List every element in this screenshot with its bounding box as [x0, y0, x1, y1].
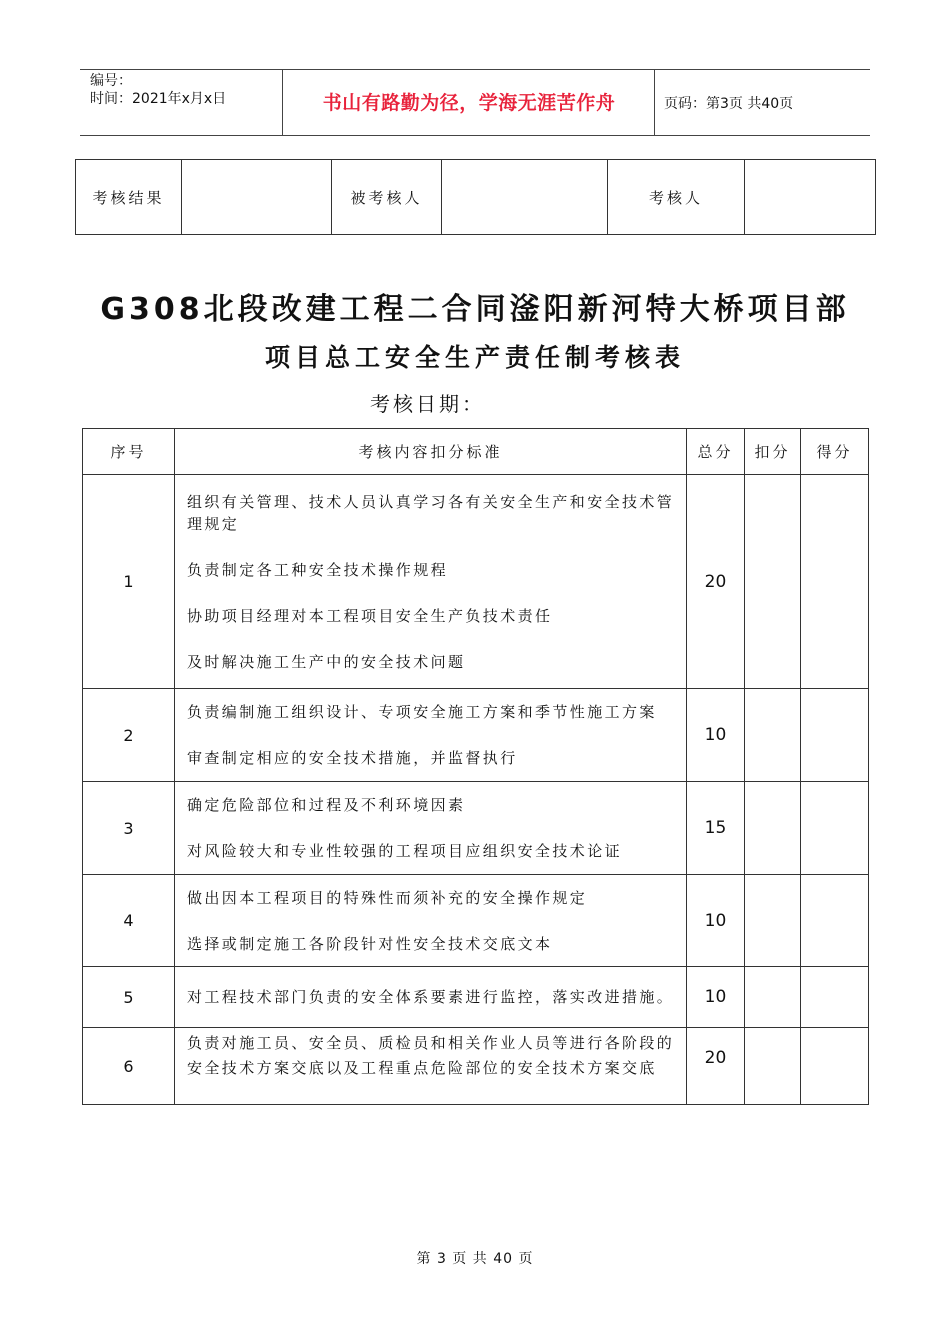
content-line: 负责制定各工种安全技术操作规程	[187, 560, 449, 579]
row-score-cell	[801, 475, 869, 689]
assessee-label: 被考核人	[332, 160, 442, 235]
assessee-value-cell	[442, 160, 608, 235]
row-index: 3	[83, 782, 175, 875]
row-content	[175, 1028, 687, 1105]
table-row	[83, 475, 869, 689]
table-row	[83, 1028, 869, 1105]
content-line: 组织有关管理、技术人员认真学习各有关安全生产和安全技术管	[187, 492, 675, 511]
header-divider-right	[654, 69, 655, 135]
assessment-table	[82, 428, 869, 1105]
table-row	[83, 689, 869, 782]
row-score-cell	[801, 782, 869, 875]
header-score: 得分	[801, 429, 869, 475]
header-number-label: 编号：	[90, 73, 132, 89]
assessor-label: 考核人	[608, 160, 745, 235]
content-line: 负责编制施工组织设计、专项安全施工方案和季节性施工方案	[187, 703, 657, 721]
content-line: 审查制定相应的安全技术措施，并监督执行	[187, 749, 518, 767]
row-index: 1	[83, 475, 175, 689]
content-line: 对工程技术部门负责的安全体系要素进行监控，落实改进措施。	[187, 988, 675, 1006]
row-deduct-cell	[745, 875, 801, 967]
row-total: 10	[687, 689, 745, 782]
table-row	[83, 875, 869, 967]
result-label: 考核结果	[76, 160, 182, 235]
header-index: 序号	[83, 429, 175, 475]
row-score-cell	[801, 1028, 869, 1105]
content-line: 确定危险部位和过程及不利环境因素	[187, 796, 466, 814]
content-line: 协助项目经理对本工程项目安全生产负技术责任	[187, 606, 553, 625]
row-total: 10	[687, 967, 745, 1028]
row-total: 15	[687, 782, 745, 875]
table-row	[83, 782, 869, 875]
header-divider-left	[282, 69, 283, 135]
result-table	[75, 159, 876, 235]
row-index: 6	[83, 1028, 175, 1105]
content-line: 对风险较大和专业性较强的工程项目应组织安全技术论证	[187, 842, 623, 860]
row-content	[175, 967, 687, 1028]
header-bottom-rule	[80, 135, 870, 136]
content-line: 做出因本工程项目的特殊性而须补充的安全操作规定	[187, 888, 588, 907]
result-value-cell	[182, 160, 332, 235]
row-deduct-cell	[745, 1028, 801, 1105]
table-row	[83, 967, 869, 1028]
row-total: 20	[687, 1028, 745, 1105]
assessor-value-cell	[745, 160, 876, 235]
content-line: 负责对施工员、安全员、质检员和相关作业人员等进行各阶段的	[187, 1034, 675, 1052]
header-page-label: 页码：第3页 共40页	[664, 96, 794, 112]
content-line: 及时解决施工生产中的安全技术问题	[187, 652, 466, 671]
row-deduct-cell	[745, 967, 801, 1028]
header-deduct: 扣分	[745, 429, 801, 475]
content-line: 安全技术方案交底以及工程重点危险部位的安全技术方案交底	[187, 1059, 657, 1077]
page-footer: 第 3 页 共 40 页	[416, 1251, 534, 1267]
header-time-label: 时间：2021年x月x日	[90, 91, 227, 107]
row-index: 4	[83, 875, 175, 967]
content-line: 理规定	[187, 514, 240, 533]
row-deduct-cell	[745, 475, 801, 689]
row-deduct-cell	[745, 782, 801, 875]
row-content	[175, 475, 687, 689]
row-content	[175, 875, 687, 967]
row-score-cell	[801, 875, 869, 967]
row-score-cell	[801, 689, 869, 782]
row-score-cell	[801, 967, 869, 1028]
document-subtitle: 项目总工安全生产责任制考核表	[264, 343, 685, 372]
content-line: 选择或制定施工各阶段针对性安全技术交底文本	[187, 934, 553, 953]
header-content: 考核内容扣分标准	[175, 429, 687, 475]
row-content	[175, 689, 687, 782]
row-content	[175, 782, 687, 875]
row-total: 10	[687, 875, 745, 967]
header-top-rule	[80, 69, 870, 70]
header-motto: 书山有路勤为径，学海无涯苦作舟	[322, 92, 616, 114]
row-deduct-cell	[745, 689, 801, 782]
assessment-date-label: 考核日期：	[370, 392, 485, 416]
row-total: 20	[687, 475, 745, 689]
row-index: 5	[83, 967, 175, 1028]
header-total: 总分	[687, 429, 745, 475]
table-header-row	[83, 429, 869, 475]
document-title: G308北段改建工程二合同滏阳新河特大桥项目部	[100, 292, 850, 327]
row-index: 2	[83, 689, 175, 782]
